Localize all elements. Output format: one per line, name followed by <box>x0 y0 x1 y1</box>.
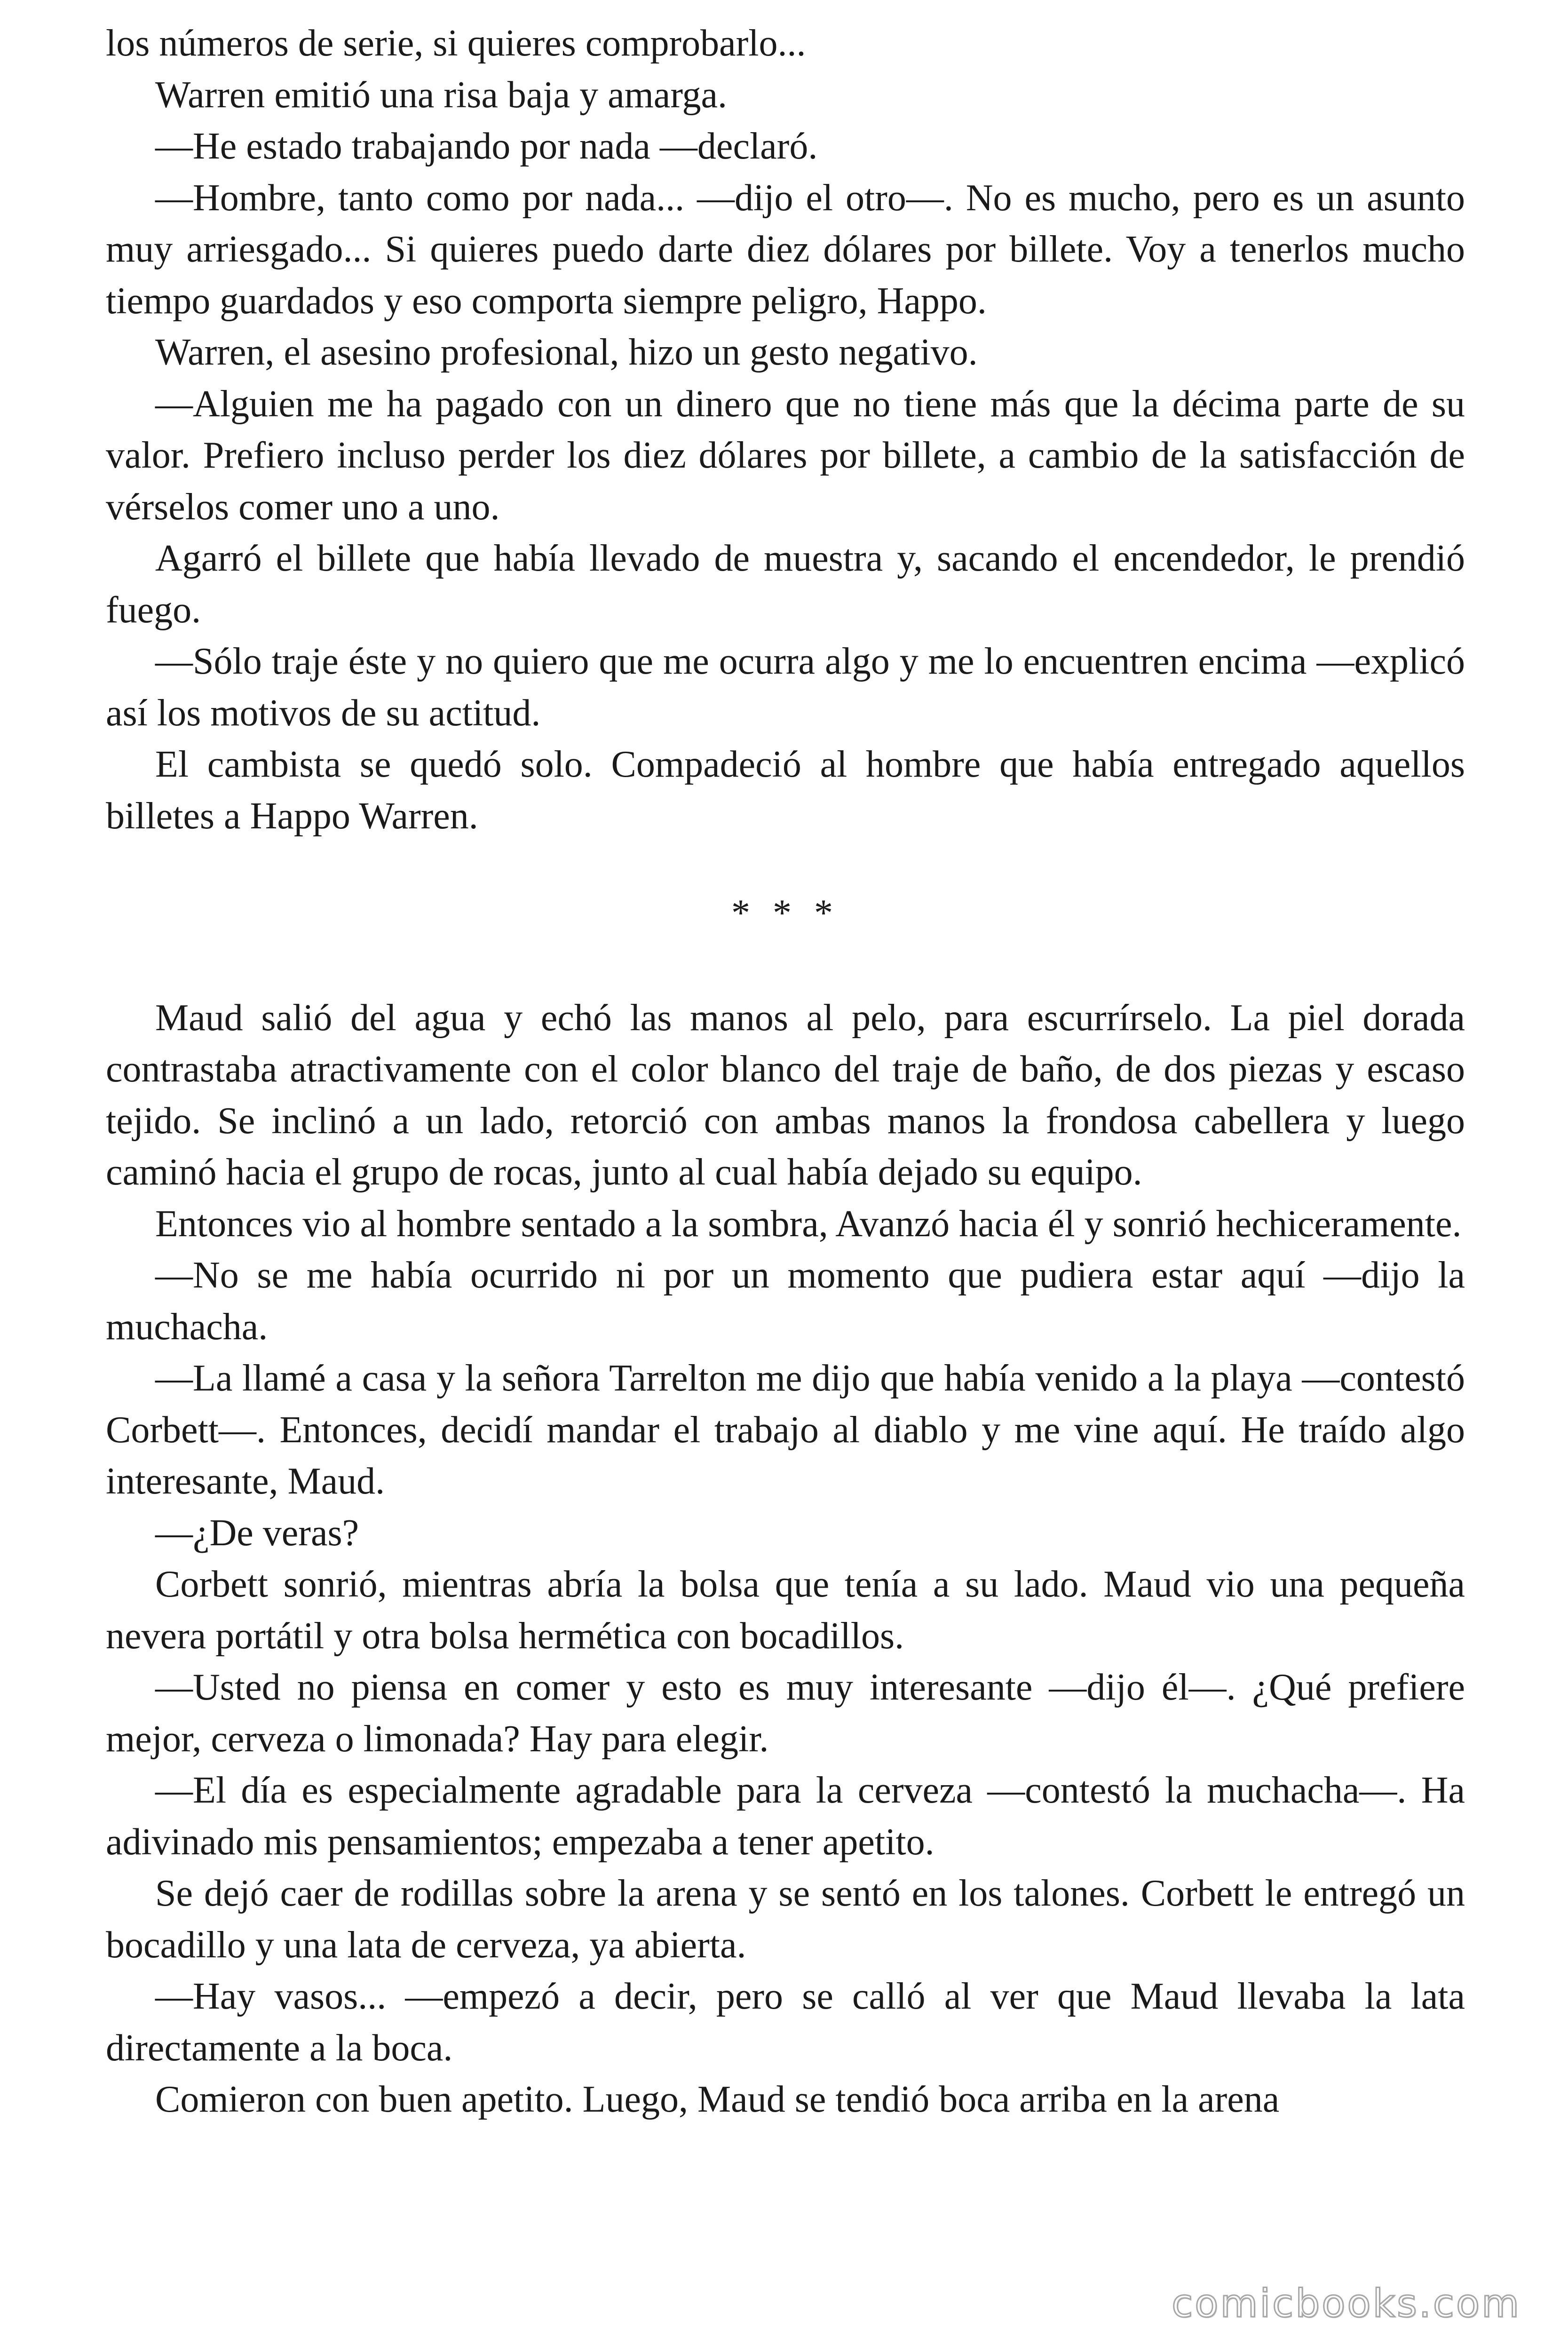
paragraph: —He estado trabajando por nada —declaró. <box>155 126 818 167</box>
paragraph: Maud salió del agua y echó las manos al pelo, para escurrírselo. La piel dorada contrastaba atractivamente con el color blanco del traje de baño, de dos piezas y escaso tejido. Se inclinó a un lado, retorció con ambas manos la frondosa cabellera y luego caminó hacia el grupo de rocas, junto al cual había dejado su equipo. <box>106 997 1465 1193</box>
paragraph: Corbett sonrió, mientras abría la bolsa que tenía a su lado. Maud vio una pequeña nevera portátil y otra bolsa hermética con bocadillos. <box>106 1564 1465 1657</box>
paragraph: Se dejó caer de rodillas sobre la arena y se sentó en los talones. Corbett le entregó un bocadillo y una lata de cerveza, ya abierta. <box>106 1873 1465 1966</box>
paragraph: —La llamé a casa y la señora Tarrelton me dijo que había venido a la playa —contestó Corbett—. Entonces, decidí mandar el trabajo al diablo y me vine aquí. He traído algo interesante, Maud. <box>106 1358 1465 1502</box>
paragraph: —¿De veras? <box>155 1512 359 1554</box>
paragraph: los números de serie, si quieres comprobarlo... <box>106 23 806 64</box>
paragraph: —Usted no piensa en comer y esto es muy interesante —dijo él—. ¿Qué prefiere mejor, cerveza o limonada? Hay para elegir. <box>106 1667 1465 1760</box>
paragraph: —Hombre, tanto como por nada... —dijo el otro—. No es mucho, pero es un asunto muy arriesgado... Si quieres puedo darte diez dólares por billete. Voy a tenerlos mucho tiempo guardados y eso comporta siempre peligro, Happo. <box>106 177 1465 322</box>
paragraph: Entonces vio al hombre sentado a la sombra, Avanzó hacia él y sonrió hechiceramente. <box>155 1203 1462 1245</box>
paragraph: El cambista se quedó solo. Compadeció al hombre que había entregado aquellos billetes a Happo Warren. <box>106 744 1465 837</box>
paragraph: —Hay vasos... —empezó a decir, pero se calló al ver que Maud llevaba la lata directamente a la boca. <box>106 1976 1465 2069</box>
paragraph: —El día es especialmente agradable para la cerveza —contestó la muchacha—. Ha adivinado mis pensamientos; empezaba a tener apetito. <box>106 1770 1465 1863</box>
paragraph: —Sólo traje éste y no quiero que me ocurra algo y me lo encuentren encima —explicó así los motivos de su actitud. <box>106 641 1465 734</box>
body-text <box>106 18 1465 2126</box>
paragraph: —No se me había ocurrido ni por un momento que pudiera estar aquí —dijo la muchacha. <box>106 1255 1465 1348</box>
watermark: comicbooks.com <box>1172 2281 1521 2326</box>
section-separator: * * * <box>731 892 839 934</box>
paragraph: —Alguien me ha pagado con un dinero que no tiene más que la décima parte de su valor. Prefiero incluso perder los diez dólares por billete, a cambio de la satisfacción de vérselos comer uno a uno. <box>106 383 1465 528</box>
paragraph: Warren emitió una risa baja y amarga. <box>155 74 728 116</box>
paragraph: Comieron con buen apetito. Luego, Maud se tendió boca arriba en la arena <box>155 2079 1280 2120</box>
paragraph: Agarró el billete que había llevado de muestra y, sacando el encendedor, le prendió fuego. <box>106 538 1465 631</box>
paragraph: Warren, el asesino profesional, hizo un gesto negativo. <box>155 332 978 373</box>
